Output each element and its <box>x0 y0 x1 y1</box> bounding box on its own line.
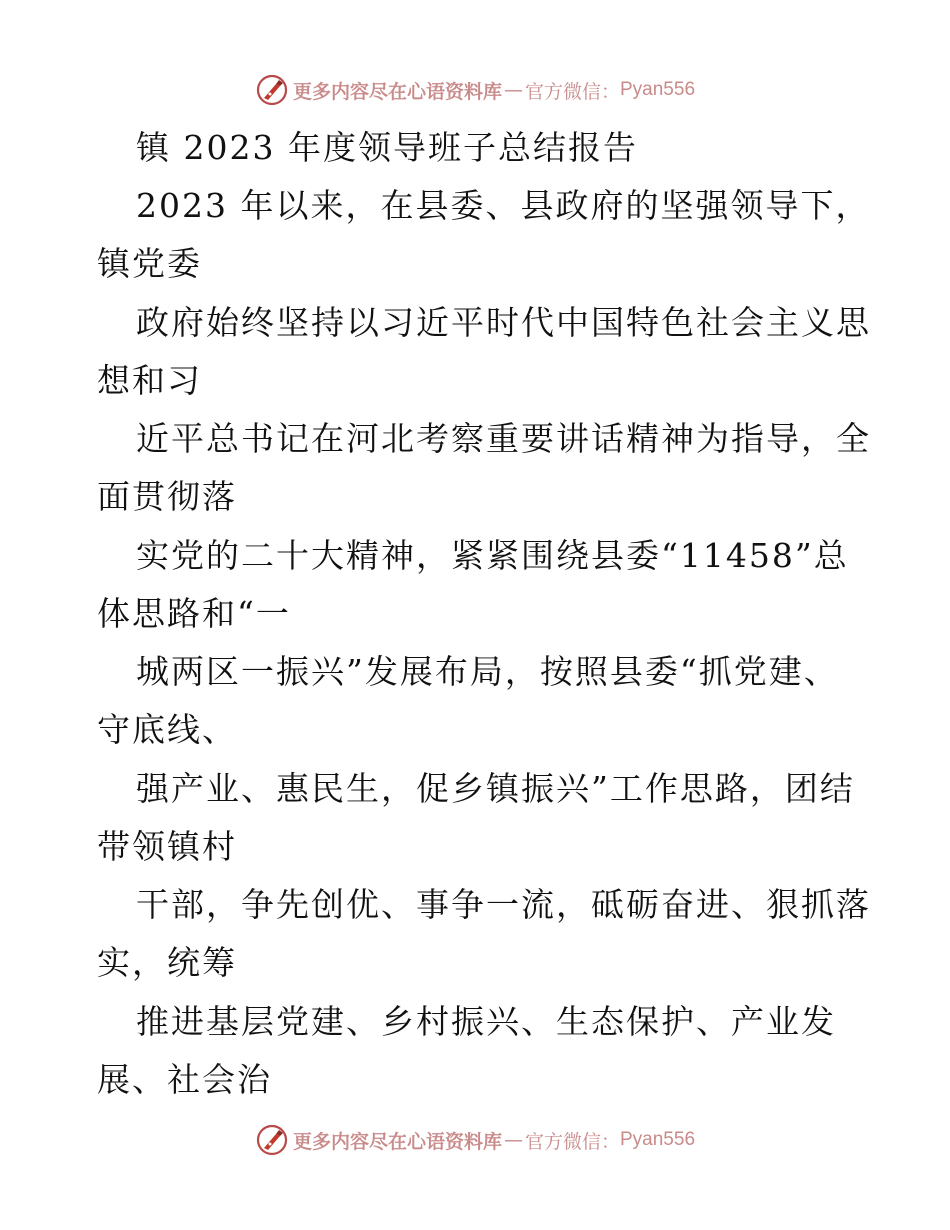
header-wechat-label: 官方微信： <box>524 80 620 103</box>
document-line: 面贯彻落 <box>97 477 237 516</box>
pen-nib-logo-icon <box>255 1123 289 1157</box>
document-line: 实，统筹 <box>97 943 237 982</box>
document-line: 镇党委 <box>97 244 202 283</box>
document-line: 实党的二十大精神，紧紧围绕县委“11458”总 <box>136 536 849 575</box>
document-line: 展、社会治 <box>97 1060 272 1099</box>
document-line: 城两区一振兴”发展布局，按照县委“抓党建、 <box>136 652 839 691</box>
document-title: 镇 2023 年度领导班子总结报告 <box>136 128 638 167</box>
document-line: 推进基层党建、乡村振兴、生态保护、产业发 <box>136 1002 836 1041</box>
document-line: 带领镇村 <box>97 827 237 866</box>
header-wechat-id: Pyan556 <box>620 79 696 100</box>
document-line: 近平总书记在河北考察重要讲话精神为指导，全 <box>136 419 871 458</box>
header-dash: — <box>503 79 523 101</box>
footer-promo-text: 更多内容尽在心语资料库 <box>292 1130 502 1153</box>
document-line: 体思路和“一 <box>97 594 291 633</box>
pen-nib-logo-icon <box>255 73 289 107</box>
footer-wechat-label: 官方微信： <box>524 1130 620 1153</box>
header-promo-text: 更多内容尽在心语资料库 <box>292 80 502 103</box>
document-line: 2023 年以来，在县委、县政府的坚强领导下， <box>136 186 871 225</box>
header-banner <box>0 70 950 110</box>
document-line: 政府始终坚持以习近平时代中国特色社会主义思 <box>136 303 871 342</box>
document-line: 想和习 <box>97 361 202 400</box>
footer-banner <box>0 1120 950 1160</box>
document-line: 守底线、 <box>97 710 237 749</box>
document-line: 强产业、惠民生，促乡镇振兴”工作思路，团结 <box>136 769 855 808</box>
footer-wechat-id: Pyan556 <box>620 1129 696 1150</box>
footer-dash: — <box>503 1129 523 1151</box>
document-line: 干部，争先创优、事争一流，砥砺奋进、狠抓落 <box>136 885 871 924</box>
